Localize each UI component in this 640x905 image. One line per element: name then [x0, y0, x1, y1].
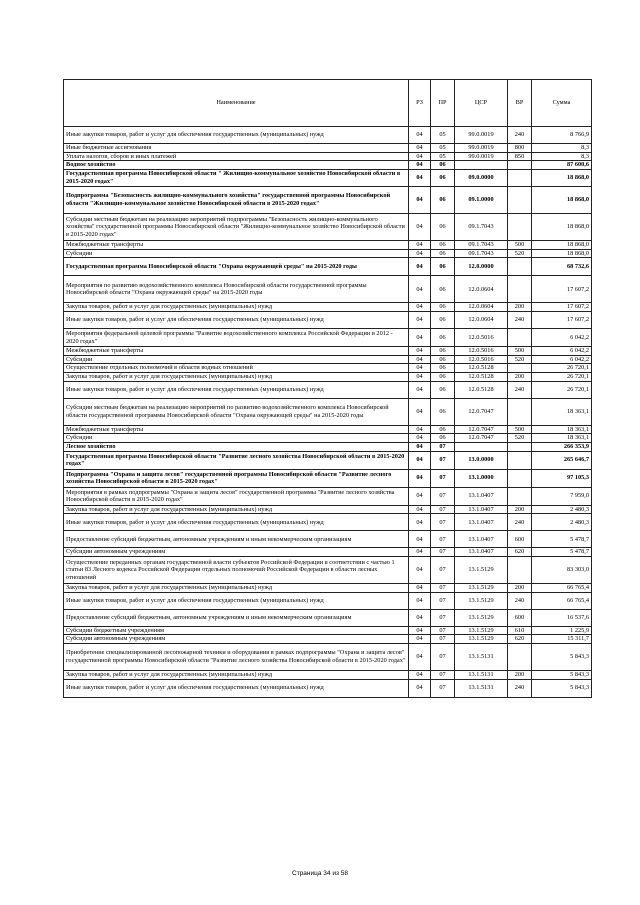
cell-rz: 04: [409, 487, 431, 505]
cell-name: Субсидии местным бюджетам на реализацию мероприятий подпрограммы "Безопасность жилищно-коммунального хозяйства" государственной программы Новосибирской области "Жилищно-коммунальное хозяйство Новосибирской области в 2015-2020 годах": [64, 214, 409, 241]
cell-csr: 12.0.5016: [455, 329, 508, 347]
cell-csr: 13.1.5129: [455, 609, 508, 626]
cell-rz: 04: [409, 312, 431, 329]
cell-sum: 5 478,7: [532, 531, 592, 548]
cell-pr: 07: [431, 592, 455, 609]
cell-pr: 06: [431, 241, 455, 250]
header-csr: ЦСР: [455, 80, 508, 127]
cell-rz: 04: [409, 592, 431, 609]
cell-name: Иные закупки товаров, работ и услуг для обеспечения государственных (муниципальных) нужд: [64, 679, 409, 697]
cell-rz: 04: [409, 355, 431, 364]
cell-rz: 04: [409, 469, 431, 487]
cell-pr: 06: [431, 312, 455, 329]
cell-vr: 850: [508, 152, 532, 161]
table-row: [64, 514, 592, 531]
cell-name: Иные закупки товаров, работ и услуг для обеспечения государственных (муниципальных) нужд: [64, 381, 409, 398]
table-body: [64, 127, 592, 698]
cell-name: Субсидии местным бюджетам на реализацию мероприятий по развитию водохозяйственного комплекса Новосибирской области государственной программы Новосибирской области "Охрана окружающей среды" на 2015-2020 годы: [64, 398, 409, 425]
cell-name: Межбюджетные трансферты: [64, 241, 409, 250]
cell-rz: 04: [409, 144, 431, 153]
cell-rz: 04: [409, 451, 431, 469]
cell-sum: 18 868,0: [532, 214, 592, 241]
cell-sum: 5 843,3: [532, 679, 592, 697]
cell-sum: 5 843,3: [532, 671, 592, 680]
cell-rz: 04: [409, 152, 431, 161]
cell-csr: 13.1.0407: [455, 548, 508, 557]
cell-pr: 06: [431, 258, 455, 276]
table-row: [64, 635, 592, 644]
cell-name: Приобретение специализированной лесопожарной техники и оборудования в рамках подпрограммы "Охрана и защита лесов" государственной программы Новосибирской области "Развитие лесного хозяйства Новосибирской области в 2015-2020 годах": [64, 644, 409, 671]
cell-name: Предоставление субсидий бюджетным, автономным учреждениям и иным некоммерческим организациям: [64, 609, 409, 626]
table-header-row: [64, 80, 592, 127]
table-row: [64, 531, 592, 548]
cell-sum: 6 042,2: [532, 329, 592, 347]
cell-pr: 07: [431, 635, 455, 644]
cell-pr: 06: [431, 249, 455, 258]
cell-csr: 13.1.0407: [455, 531, 508, 548]
cell-name: Водное хозяйство: [64, 161, 409, 170]
cell-name: Межбюджетные трансферты: [64, 425, 409, 434]
cell-vr: 200: [508, 373, 532, 382]
cell-csr: 13.1.5129: [455, 557, 508, 584]
cell-rz: 04: [409, 505, 431, 514]
cell-rz: 04: [409, 249, 431, 258]
cell-sum: 8,3: [532, 152, 592, 161]
cell-name: Иные бюджетные ассигнования: [64, 144, 409, 153]
cell-pr: 06: [431, 329, 455, 347]
cell-name: Иные закупки товаров, работ и услуг для обеспечения государственных (муниципальных) нужд: [64, 312, 409, 329]
cell-pr: 06: [431, 347, 455, 356]
cell-csr: 12.0.7047: [455, 434, 508, 443]
header-rz: РЗ: [409, 80, 431, 127]
table-row: [64, 373, 592, 382]
cell-vr: 500: [508, 347, 532, 356]
cell-rz: 04: [409, 329, 431, 347]
cell-name: Предоставление субсидий бюджетным, автономным учреждениям и иным некоммерческим организациям: [64, 531, 409, 548]
cell-name: Иные закупки товаров, работ и услуг для обеспечения государственных (муниципальных) нужд: [64, 127, 409, 144]
table-row: [64, 144, 592, 153]
cell-sum: 8 766,9: [532, 127, 592, 144]
cell-name: Межбюджетные трансферты: [64, 347, 409, 356]
table-row: [64, 355, 592, 364]
cell-rz: 04: [409, 276, 431, 303]
cell-csr: [455, 443, 508, 452]
cell-pr: 06: [431, 161, 455, 170]
cell-pr: 07: [431, 505, 455, 514]
cell-csr: 12.0.7047: [455, 398, 508, 425]
cell-csr: 13.1.5131: [455, 644, 508, 671]
cell-sum: 18 868,0: [532, 241, 592, 250]
table-row: [64, 671, 592, 680]
cell-csr: 12.0.0604: [455, 312, 508, 329]
cell-rz: 04: [409, 644, 431, 671]
cell-name: Уплата налогов, сборов и иных платежей: [64, 152, 409, 161]
cell-pr: 07: [431, 514, 455, 531]
cell-rz: 04: [409, 635, 431, 644]
cell-pr: 06: [431, 434, 455, 443]
cell-sum: 6 042,2: [532, 355, 592, 364]
page-footer: Страница 34 из 58: [292, 870, 348, 877]
cell-csr: 13.1.5129: [455, 584, 508, 593]
table-row: [64, 487, 592, 505]
cell-vr: [508, 214, 532, 241]
cell-csr: 12.0.7047: [455, 425, 508, 434]
table-row: [64, 505, 592, 514]
cell-sum: 18 363,1: [532, 398, 592, 425]
cell-vr: 520: [508, 249, 532, 258]
cell-name: Субсидии автономным учреждениям: [64, 635, 409, 644]
cell-pr: 07: [431, 679, 455, 697]
cell-pr: 07: [431, 531, 455, 548]
table-row: [64, 312, 592, 329]
cell-rz: 04: [409, 514, 431, 531]
cell-sum: 8,3: [532, 144, 592, 153]
cell-pr: 06: [431, 214, 455, 241]
cell-sum: 265 646,7: [532, 451, 592, 469]
cell-rz: 04: [409, 241, 431, 250]
table-row: [64, 214, 592, 241]
cell-vr: 520: [508, 355, 532, 364]
table-row: [64, 451, 592, 469]
cell-name: Лесное хозяйство: [64, 443, 409, 452]
cell-name: Осуществление переданных органам государственной власти субъектов Российской Федерации в соответствии с частью 1 статьи 83 Лесного кодекса Российской Федерации отдельных полномочий Российской Федерации в области лесных отношений: [64, 557, 409, 584]
cell-name: Мероприятия в рамках подпрограммы "Охрана и защита лесов" государственной программы "Развитие лесного хозяйства Новосибирской области в 2015-2020 годах": [64, 487, 409, 505]
cell-vr: 600: [508, 531, 532, 548]
cell-name: Субсидии автономным учреждениям: [64, 548, 409, 557]
cell-csr: [455, 161, 508, 170]
table-row: [64, 626, 592, 635]
cell-vr: [508, 469, 532, 487]
cell-sum: 7 959,0: [532, 487, 592, 505]
cell-name: Мероприятия федеральной целевой программы "Развитие водохозяйственного комплекса Российской Федерации в 2012 - 2020 годах": [64, 329, 409, 347]
cell-vr: 200: [508, 505, 532, 514]
cell-vr: 240: [508, 514, 532, 531]
cell-sum: 66 765,4: [532, 592, 592, 609]
cell-rz: 04: [409, 214, 431, 241]
cell-pr: 06: [431, 170, 455, 187]
cell-sum: 2 480,3: [532, 514, 592, 531]
cell-vr: 500: [508, 425, 532, 434]
cell-pr: 06: [431, 276, 455, 303]
cell-sum: 68 732,6: [532, 258, 592, 276]
cell-vr: [508, 161, 532, 170]
table-row: [64, 161, 592, 170]
cell-vr: 240: [508, 312, 532, 329]
cell-name: Закупка товаров, работ и услуг для государственных (муниципальных) нужд: [64, 505, 409, 514]
cell-csr: 99.0.0019: [455, 144, 508, 153]
cell-sum: 26 720,1: [532, 381, 592, 398]
cell-vr: [508, 276, 532, 303]
cell-pr: 06: [431, 425, 455, 434]
cell-vr: 620: [508, 635, 532, 644]
cell-pr: 06: [431, 355, 455, 364]
cell-name: Субсидии: [64, 249, 409, 258]
cell-csr: 13.1.5129: [455, 592, 508, 609]
cell-name: Осуществление отдельных полномочий в области водных отношений: [64, 364, 409, 373]
cell-csr: 12.0.5016: [455, 355, 508, 364]
cell-csr: 99.0.0019: [455, 127, 508, 144]
cell-name: Закупка товаров, работ и услуг для государственных (муниципальных) нужд: [64, 671, 409, 680]
table-row: [64, 364, 592, 373]
cell-csr: 12.0.0000: [455, 258, 508, 276]
table-row: [64, 398, 592, 425]
cell-name: Государственная программа Новосибирской области "Охрана окружающей среды" на 2015-2020 годы: [64, 258, 409, 276]
cell-pr: 07: [431, 451, 455, 469]
cell-csr: 12.0.5016: [455, 347, 508, 356]
cell-pr: 07: [431, 626, 455, 635]
cell-vr: 240: [508, 381, 532, 398]
cell-sum: 87 600,6: [532, 161, 592, 170]
table-row: [64, 434, 592, 443]
cell-vr: [508, 398, 532, 425]
cell-rz: 04: [409, 398, 431, 425]
cell-sum: 1 225,9: [532, 626, 592, 635]
cell-vr: 610: [508, 626, 532, 635]
cell-rz: 04: [409, 609, 431, 626]
cell-csr: 13.1.0000: [455, 469, 508, 487]
cell-vr: [508, 329, 532, 347]
table-row: [64, 443, 592, 452]
cell-csr: 13.1.0407: [455, 487, 508, 505]
cell-pr: 05: [431, 127, 455, 144]
cell-pr: 06: [431, 381, 455, 398]
cell-vr: 200: [508, 671, 532, 680]
cell-vr: [508, 644, 532, 671]
cell-sum: 5 843,3: [532, 644, 592, 671]
cell-sum: 66 765,4: [532, 584, 592, 593]
cell-sum: 97 105,3: [532, 469, 592, 487]
cell-name: Государственная программа Новосибирской области " Жилищно-коммунальное хозяйство Новосибирской области в 2015-2020 годах": [64, 170, 409, 187]
cell-csr: 09.1.7043: [455, 214, 508, 241]
table-row: [64, 644, 592, 671]
cell-name: Иные закупки товаров, работ и услуг для обеспечения государственных (муниципальных) нужд: [64, 514, 409, 531]
cell-pr: 06: [431, 303, 455, 312]
table-row: [64, 584, 592, 593]
cell-pr: 07: [431, 671, 455, 680]
cell-name: Субсидии бюджетным учреждениям: [64, 626, 409, 635]
cell-vr: [508, 557, 532, 584]
cell-pr: 07: [431, 443, 455, 452]
cell-pr: 07: [431, 644, 455, 671]
cell-vr: [508, 170, 532, 187]
table-row: [64, 276, 592, 303]
table-row: [64, 609, 592, 626]
cell-sum: 5 478,7: [532, 548, 592, 557]
table-row: [64, 381, 592, 398]
cell-name: Закупка товаров, работ и услуг для государственных (муниципальных) нужд: [64, 303, 409, 312]
table-row: [64, 187, 592, 214]
cell-csr: 13.1.5131: [455, 679, 508, 697]
cell-name: Закупка товаров, работ и услуг для государственных (муниципальных) нужд: [64, 584, 409, 593]
cell-sum: 18 363,1: [532, 425, 592, 434]
cell-csr: 13.1.5129: [455, 635, 508, 644]
cell-csr: 12.0.0604: [455, 303, 508, 312]
cell-pr: 06: [431, 187, 455, 214]
cell-csr: 12.0.0604: [455, 276, 508, 303]
header-pr: ПР: [431, 80, 455, 127]
table-row: [64, 241, 592, 250]
cell-csr: 09.0.0000: [455, 170, 508, 187]
cell-name: Государственная программа Новосибирской области "Развитие лесного хозяйства Новосибирской области в 2015-2020 годах": [64, 451, 409, 469]
cell-rz: 04: [409, 127, 431, 144]
cell-rz: 04: [409, 671, 431, 680]
cell-csr: 99.0.0019: [455, 152, 508, 161]
header-sum: Сумма: [532, 80, 592, 127]
cell-vr: 240: [508, 679, 532, 697]
cell-sum: 17 607,2: [532, 303, 592, 312]
table-row: [64, 557, 592, 584]
cell-vr: [508, 364, 532, 373]
cell-rz: 04: [409, 364, 431, 373]
cell-vr: 520: [508, 434, 532, 443]
table-row: [64, 249, 592, 258]
cell-sum: 6 042,2: [532, 347, 592, 356]
header-vr: ВР: [508, 80, 532, 127]
cell-csr: 13.1.5129: [455, 626, 508, 635]
cell-rz: 04: [409, 303, 431, 312]
cell-rz: 04: [409, 425, 431, 434]
table-row: [64, 679, 592, 697]
cell-sum: 18 363,1: [532, 434, 592, 443]
cell-sum: 15 311,7: [532, 635, 592, 644]
cell-vr: 800: [508, 144, 532, 153]
cell-csr: 12.0.5128: [455, 364, 508, 373]
cell-sum: 266 353,9: [532, 443, 592, 452]
cell-sum: 18 868,0: [532, 170, 592, 187]
cell-rz: 04: [409, 584, 431, 593]
cell-pr: 07: [431, 557, 455, 584]
cell-sum: 18 868,0: [532, 187, 592, 214]
cell-name: Субсидии: [64, 355, 409, 364]
cell-name: Субсидии: [64, 434, 409, 443]
cell-name: Иные закупки товаров, работ и услуг для обеспечения государственных (муниципальных) нужд: [64, 592, 409, 609]
cell-pr: 06: [431, 398, 455, 425]
table-row: [64, 329, 592, 347]
table-row: [64, 258, 592, 276]
cell-rz: 04: [409, 679, 431, 697]
cell-csr: 13.1.0407: [455, 514, 508, 531]
cell-sum: 17 607,2: [532, 276, 592, 303]
table-row: [64, 469, 592, 487]
cell-vr: [508, 451, 532, 469]
cell-rz: 04: [409, 531, 431, 548]
cell-csr: 09.1.7043: [455, 241, 508, 250]
cell-name: Подпрограмма "Безопасность жилищно-коммунального хозяйства" государственной программы Новосибирской области "Жилищно-коммунальное хозяйство Новосибирской области в 2015-2020 годах": [64, 187, 409, 214]
cell-csr: 12.0.5128: [455, 373, 508, 382]
cell-vr: [508, 187, 532, 214]
cell-rz: 04: [409, 626, 431, 635]
cell-rz: 04: [409, 548, 431, 557]
cell-sum: 17 607,2: [532, 312, 592, 329]
cell-vr: 240: [508, 592, 532, 609]
cell-rz: 04: [409, 557, 431, 584]
cell-vr: 620: [508, 548, 532, 557]
cell-sum: 26 720,1: [532, 364, 592, 373]
cell-pr: 07: [431, 487, 455, 505]
cell-rz: 04: [409, 258, 431, 276]
header-name: Наименование: [64, 80, 409, 127]
cell-pr: 06: [431, 373, 455, 382]
table-row: [64, 127, 592, 144]
table-row: [64, 152, 592, 161]
cell-rz: 04: [409, 347, 431, 356]
cell-pr: 06: [431, 364, 455, 373]
table-row: [64, 347, 592, 356]
cell-vr: [508, 258, 532, 276]
cell-rz: 04: [409, 373, 431, 382]
cell-vr: 600: [508, 609, 532, 626]
cell-csr: 13.1.5131: [455, 671, 508, 680]
cell-rz: 04: [409, 170, 431, 187]
cell-csr: 13.0.0000: [455, 451, 508, 469]
cell-name: Закупка товаров, работ и услуг для государственных (муниципальных) нужд: [64, 373, 409, 382]
cell-vr: [508, 443, 532, 452]
cell-vr: [508, 487, 532, 505]
cell-pr: 07: [431, 609, 455, 626]
cell-sum: 26 720,1: [532, 373, 592, 382]
cell-name: Мероприятия по развитию водохозяйственного комплекса Новосибирской области государственной программы Новосибирской области "Охрана окружающей среды" на 2015-2020 годы: [64, 276, 409, 303]
cell-csr: 12.0.5128: [455, 381, 508, 398]
budget-table: [63, 79, 592, 698]
cell-csr: 09.1.7043: [455, 249, 508, 258]
cell-vr: 200: [508, 584, 532, 593]
cell-csr: 13.1.0407: [455, 505, 508, 514]
table-row: [64, 425, 592, 434]
cell-vr: 240: [508, 127, 532, 144]
cell-vr: 200: [508, 303, 532, 312]
cell-sum: 83 303,0: [532, 557, 592, 584]
table-row: [64, 170, 592, 187]
cell-pr: 07: [431, 548, 455, 557]
cell-rz: 04: [409, 187, 431, 214]
cell-sum: 16 537,6: [532, 609, 592, 626]
cell-pr: 07: [431, 469, 455, 487]
cell-pr: 05: [431, 144, 455, 153]
cell-pr: 05: [431, 152, 455, 161]
cell-rz: 04: [409, 161, 431, 170]
cell-sum: 18 868,0: [532, 249, 592, 258]
cell-rz: 04: [409, 434, 431, 443]
cell-csr: 09.1.0000: [455, 187, 508, 214]
cell-rz: 04: [409, 443, 431, 452]
cell-vr: 500: [508, 241, 532, 250]
cell-sum: 2 480,3: [532, 505, 592, 514]
cell-pr: 07: [431, 584, 455, 593]
cell-name: Подпрограмма "Охрана и защита лесов" государственной программы Новосибирской области "Развитие лесного хозяйства Новосибирской области в 2015-2020 годах": [64, 469, 409, 487]
cell-rz: 04: [409, 381, 431, 398]
table-row: [64, 548, 592, 557]
table-row: [64, 592, 592, 609]
table-row: [64, 303, 592, 312]
